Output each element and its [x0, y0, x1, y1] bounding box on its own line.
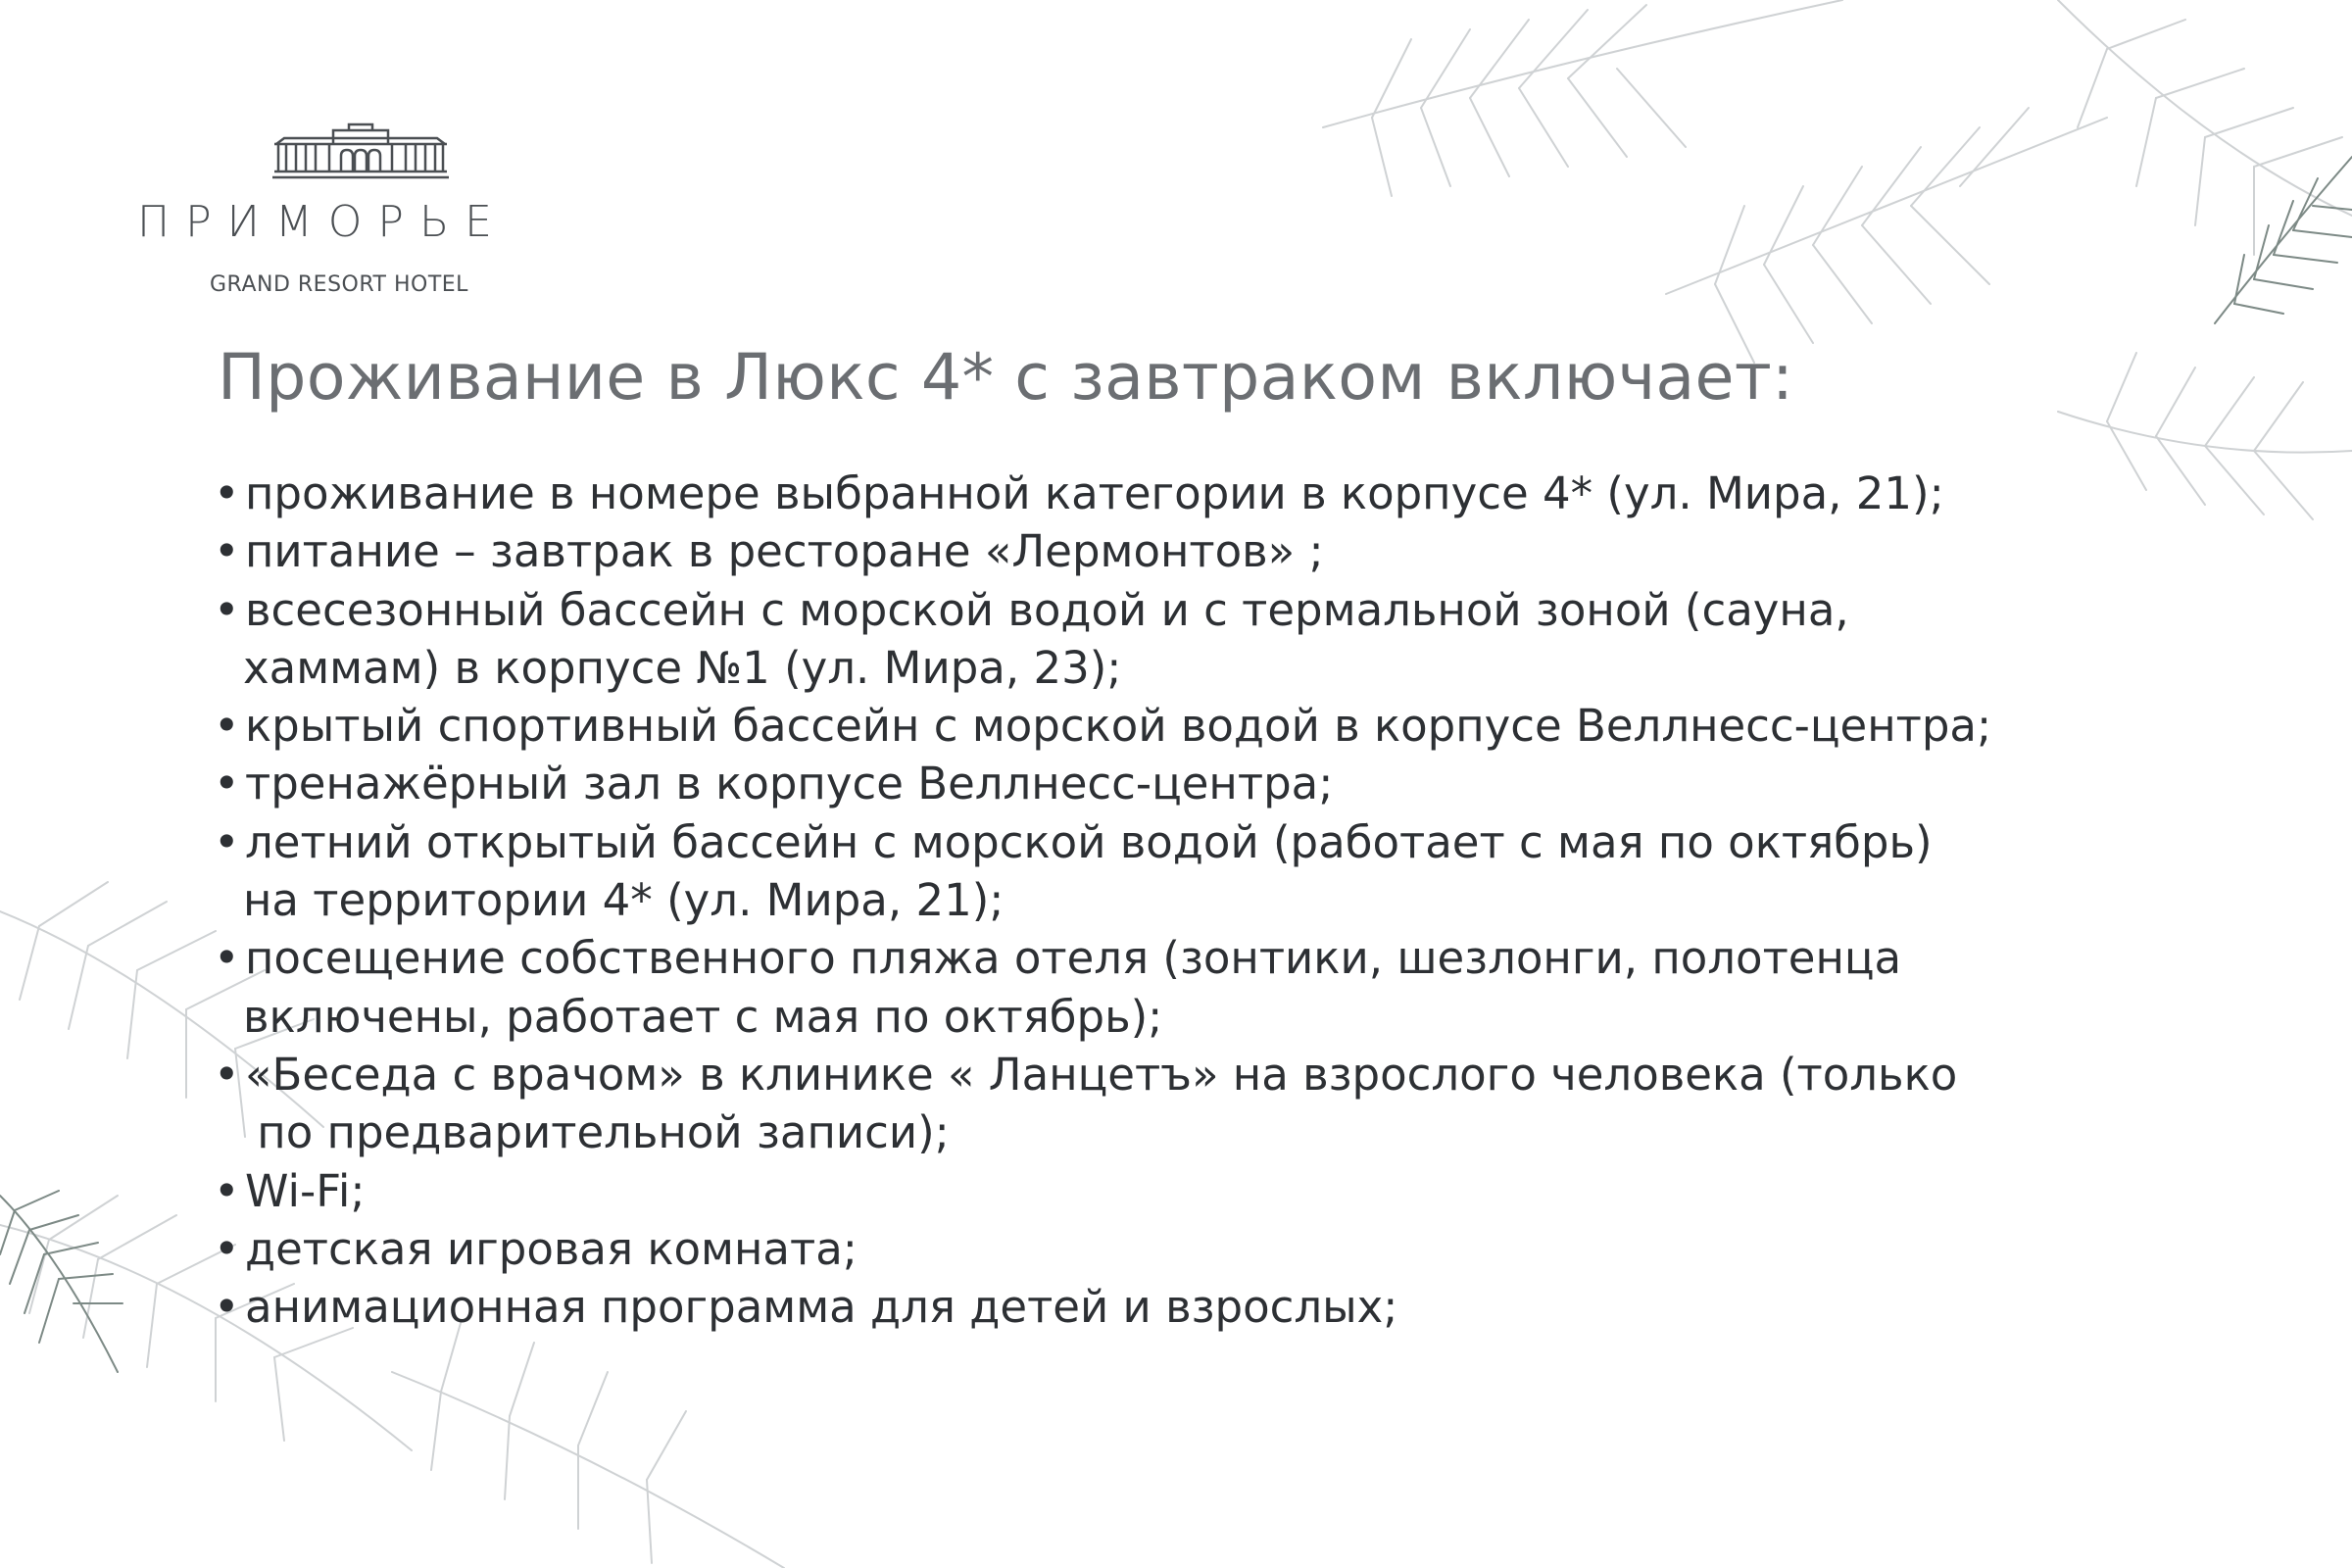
page-title: Проживание в Люкс 4* с завтраком включает:	[218, 341, 1794, 415]
list-item-continuation	[214, 988, 2252, 1046]
list-item	[214, 1220, 2252, 1278]
list-item-text: «Беседа с врачом» в клинике « Ланцетъ» на взрослого человека (только	[245, 1048, 1958, 1101]
list-item	[214, 813, 2252, 871]
list-item-continuation	[214, 639, 2252, 697]
list-item	[214, 929, 2252, 987]
logo-subtitle: GRAND RESORT HOTEL	[210, 272, 468, 297]
bullet-icon: •	[214, 758, 240, 810]
list-item-text: детская игровая комната;	[245, 1222, 858, 1275]
logo-name: ПРИМОРЬЕ	[137, 197, 508, 247]
list-item	[214, 697, 2252, 755]
list-item-text: всесезонный бассейн с морской водой и с термальной зоной (сауна,	[245, 583, 1849, 636]
hotel-logo	[137, 122, 578, 304]
bullet-icon: •	[214, 1222, 240, 1275]
list-item-text: по предварительной записи);	[243, 1106, 950, 1159]
list-item-continuation	[214, 1103, 2252, 1161]
building-icon	[272, 122, 449, 181]
bullet-icon: •	[214, 583, 240, 636]
list-item	[214, 1046, 2252, 1103]
bullet-icon: •	[214, 467, 240, 519]
list-item-text: включены, работает с мая по октябрь);	[243, 990, 1163, 1043]
amenities-list	[214, 465, 2252, 1336]
list-item	[214, 465, 2252, 522]
list-item	[214, 1162, 2252, 1220]
bullet-icon: •	[214, 1164, 240, 1217]
list-item-text: летний открытый бассейн с морской водой (работает с мая по октябрь)	[245, 815, 1933, 868]
list-item-text: анимационная программа для детей и взрослых;	[245, 1281, 1398, 1334]
list-item	[214, 581, 2252, 639]
list-item-text: питание – завтрак в ресторане «Лермонтов» ;	[245, 525, 1324, 578]
bullet-icon: •	[214, 1281, 240, 1334]
list-item-text: на территории 4* (ул. Мира, 21);	[243, 874, 1004, 927]
list-item-text: тренажёрный зал в корпусе Веллнесс-центра;	[245, 758, 1334, 810]
list-item	[214, 522, 2252, 580]
bullet-icon: •	[214, 525, 240, 578]
bullet-icon: •	[214, 1048, 240, 1101]
list-item-text: Wi-Fi;	[245, 1164, 366, 1217]
bullet-icon: •	[214, 815, 240, 868]
list-item-text: крытый спортивный бассейн с морской водой в корпусе Веллнесс-центра;	[245, 700, 1992, 753]
list-item	[214, 755, 2252, 812]
bullet-icon: •	[214, 700, 240, 753]
list-item-text: проживание в номере выбранной категории в корпусе 4* (ул. Мира, 21);	[245, 467, 1944, 519]
list-item-text: посещение собственного пляжа отеля (зонтики, шезлонги, полотенца	[245, 932, 1902, 985]
list-item	[214, 1278, 2252, 1336]
list-item-continuation	[214, 871, 2252, 929]
list-item-text: хаммам) в корпусе №1 (ул. Мира, 23);	[243, 641, 1122, 694]
bullet-icon: •	[214, 932, 240, 985]
